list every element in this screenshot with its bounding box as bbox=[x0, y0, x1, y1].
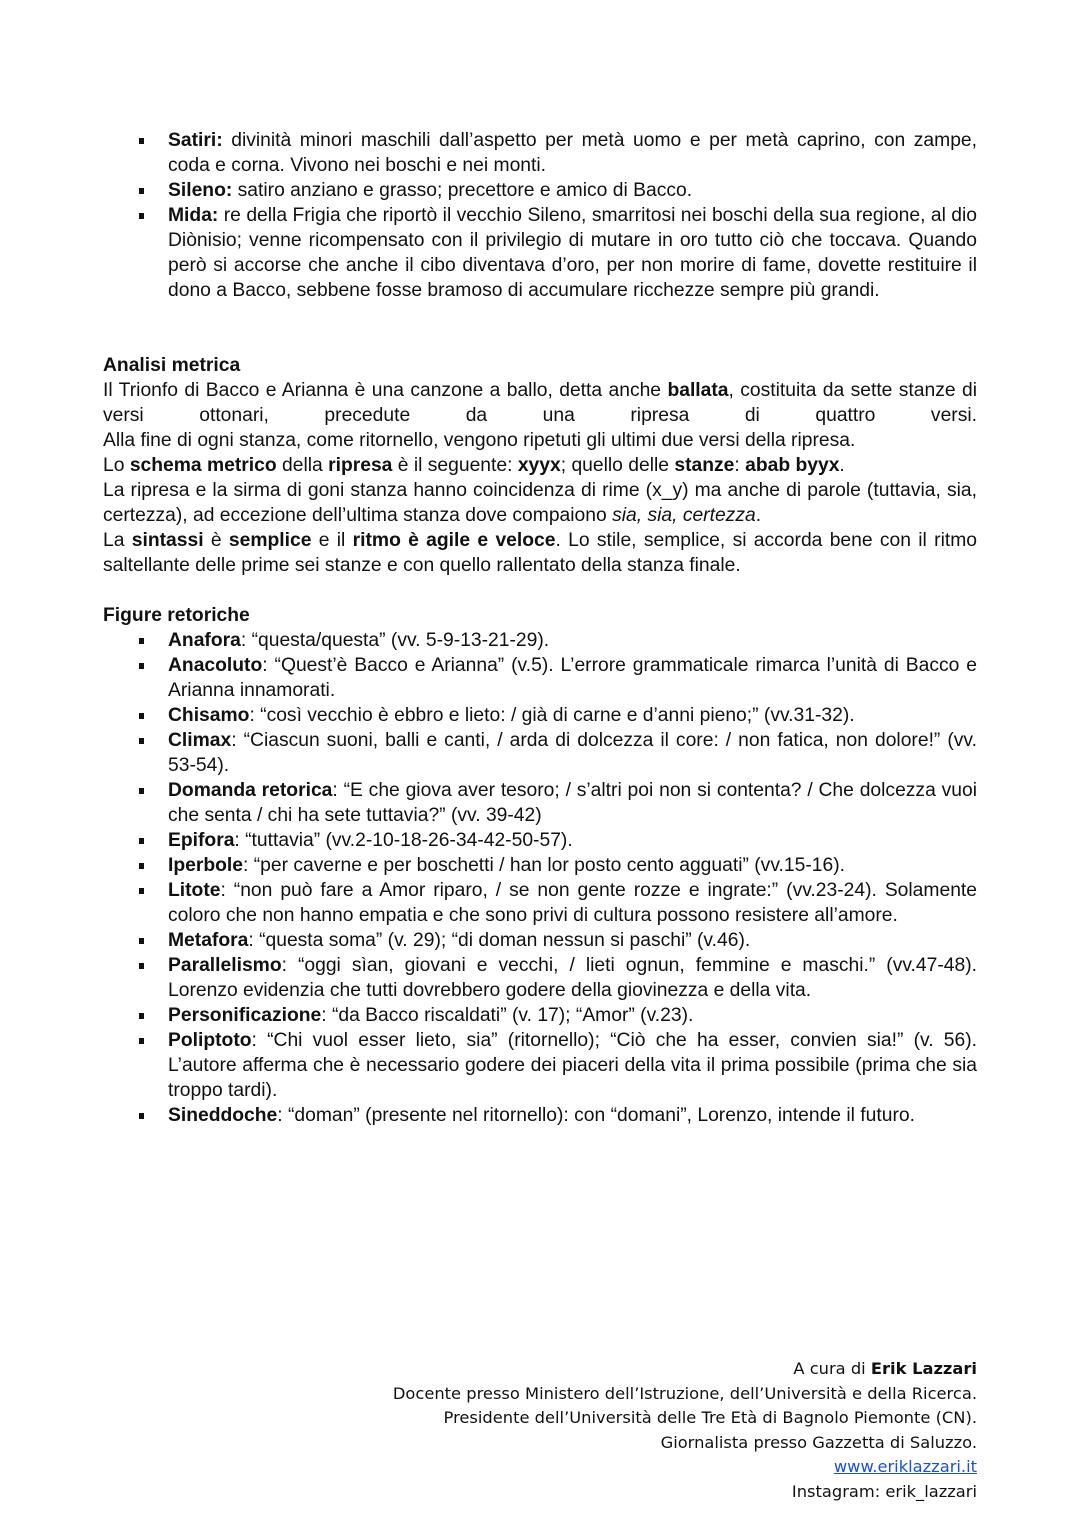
list-item: Mida: re della Frigia che riportò il vecchio Sileno, smarritosi nei boschi della sua regione, al dio Diònisio; venne ricompensato con il privilegio di mutare in oro tutto ciò che toccava. Quando però si accorse che anche il cibo diventava d’oro, per non morire di fame, dovette restituire il dono a Bacco, sebbene fosse bramoso di accumulare ricchezze sempre più grandi. bbox=[103, 203, 977, 303]
rhetorical-figures-section bbox=[103, 603, 977, 1128]
bullet-icon bbox=[139, 938, 144, 944]
bullet-icon bbox=[139, 663, 144, 669]
list-item: Iperbole: “per caverne e per boschetti / han lor posto cento agguati” (vv.15-16). bbox=[103, 853, 977, 878]
author-footer bbox=[393, 1357, 977, 1504]
list-item: Domanda retorica: “E che giova aver tesoro; / s’altri poi non si contenta? / Che dolcezza vuoi che senta / chi ha sete tuttavia?” (vv. 39-42) bbox=[103, 778, 977, 828]
bullet-icon bbox=[139, 1038, 144, 1044]
bullet-icon bbox=[139, 213, 144, 219]
list-item: Anacoluto: “Quest’è Bacco e Arianna” (v.5). L’errore grammaticale rimarca l’unità di Bacco e Arianna innamorati. bbox=[103, 653, 977, 703]
list-item: Chisamo: “così vecchio è ebbro e lieto: / già di carne e d’anni pieno;” (vv.31-32). bbox=[103, 703, 977, 728]
bullet-icon bbox=[139, 838, 144, 844]
characters-list bbox=[103, 128, 977, 303]
list-item: Epifora: “tuttavia” (vv.2-10-18-26-34-42-50-57). bbox=[103, 828, 977, 853]
bullet-icon bbox=[139, 788, 144, 794]
bullet-icon bbox=[139, 738, 144, 744]
list-item: Sileno: satiro anziano e grasso; precettore e amico di Bacco. bbox=[103, 178, 977, 203]
website-link[interactable]: www.eriklazzari.it bbox=[833, 1457, 977, 1476]
list-item: Personificazione: “da Bacco riscaldati” (v. 17); “Amor” (v.23). bbox=[103, 1003, 977, 1028]
instagram-handle: Instagram: erik_lazzari bbox=[791, 1481, 977, 1501]
bullet-icon bbox=[139, 1113, 144, 1119]
document-body bbox=[103, 128, 977, 1128]
list-item: Sineddoche: “doman” (presente nel ritornello): con “domani”, Lorenzo, intende il futuro. bbox=[103, 1103, 977, 1128]
list-item: Climax: “Ciascun suoni, balli e canti, / arda di dolcezza il core: / non fatica, non dolore!” (vv. 53-54). bbox=[103, 728, 977, 778]
paragraph: La ripresa e la sirma di goni stanza hanno coincidenza di rime (x_y) ma anche di parole (tuttavia, sia, certezza), ad eccezione dell’ultima stanza dove compaiono sia, sia, certezza. bbox=[103, 480, 977, 526]
curated-by: A cura di Erik Lazzari bbox=[793, 1359, 977, 1378]
bullet-icon bbox=[139, 188, 144, 194]
metric-analysis-heading: Analisi metrica bbox=[103, 355, 241, 376]
bullet-icon bbox=[139, 963, 144, 969]
list-item: Anafora: “questa/questa” (vv. 5-9-13-21-29). bbox=[103, 628, 977, 653]
list-item: Poliptoto: “Chi vuol esser lieto, sia” (ritornello); “Ciò che ha esser, convien sia!” (v. 56). L’autore afferma che è necessario godere dei piaceri della vita il prima possibile (prima che sia troppo tardi). bbox=[103, 1028, 977, 1103]
paragraph: Il Trionfo di Bacco e Arianna è una canzone a ballo, detta anche ballata, costituita da sette stanze di versi ottonari, precedute da una ripresa di quattro versi. bbox=[103, 380, 978, 426]
rhetorical-figures-list bbox=[103, 628, 977, 1128]
list-item: Satiri: divinità minori maschili dall’aspetto per metà uomo e per metà caprino, con zampe, coda e corna. Vivono nei boschi e nei monti. bbox=[103, 128, 977, 178]
author-role-3: Giornalista presso Gazzetta di Saluzzo. bbox=[660, 1432, 977, 1452]
paragraph: Alla fine di ogni stanza, come ritornello, vengono ripetuti gli ultimi due versi della ripresa. bbox=[103, 430, 856, 451]
bullet-icon bbox=[139, 638, 144, 644]
author-role-1: Docente presso Ministero dell’Istruzione, dell’Università e della Ricerca. bbox=[392, 1383, 977, 1403]
author-role-2: Presidente dell’Università delle Tre Età di Bagnolo Piemonte (CN). bbox=[443, 1408, 977, 1427]
bullet-icon bbox=[139, 138, 144, 144]
bullet-icon bbox=[139, 1013, 144, 1019]
bullet-icon bbox=[139, 888, 144, 894]
list-item: Parallelismo: “oggi sìan, giovani e vecchi, / lieti ognun, femmine e maschi.” (vv.47-48). Lorenzo evidenzia che tutti dovrebbero godere della giovinezza e della vita. bbox=[103, 953, 977, 1003]
rhetorical-figures-heading: Figure retoriche bbox=[103, 605, 250, 626]
list-item: Litote: “non può fare a Amor riparo, / se non gente rozze e ingrate:” (vv.23-24). Solamente coloro che non hanno empatia e che sono privi di cultura possono resistere all’amore. bbox=[103, 878, 977, 928]
list-item: Metafora: “questa soma” (v. 29); “di doman nessun si paschi” (v.46). bbox=[103, 928, 977, 953]
bullet-icon bbox=[139, 863, 144, 869]
paragraph: La sintassi è semplice e il ritmo è agile e veloce. Lo stile, semplice, si accorda bene con il ritmo saltellante delle prime sei stanze e con quello rallentato della stanza finale. bbox=[103, 530, 977, 576]
bullet-icon bbox=[139, 713, 144, 719]
paragraph: Lo schema metrico della ripresa è il seguente: xyyx; quello delle stanze: abab byyx. bbox=[103, 455, 845, 476]
metric-analysis-section bbox=[103, 353, 977, 578]
